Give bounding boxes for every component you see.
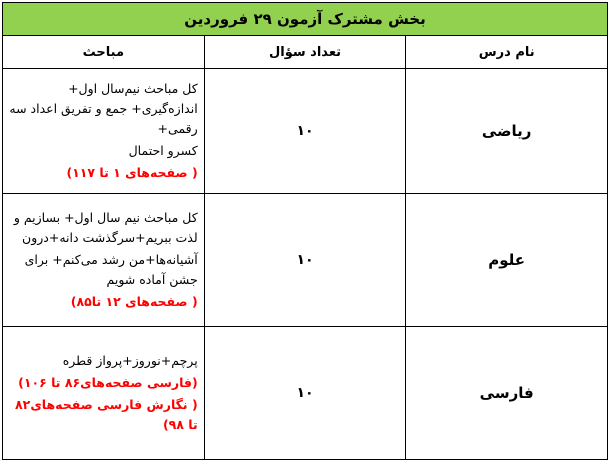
topics-line: کسرو احتمال [128, 143, 198, 158]
subject-cell: ریاضی [406, 69, 608, 194]
count-cell: ۱۰ [204, 194, 406, 327]
table-row [3, 327, 608, 460]
topics-line: کل مباحث نیم‌سال اول+ اندازه‌گیری+ جمع و تفریق اعداد سه رقمی+ [9, 81, 198, 136]
count-cell: ۱۰ [204, 327, 406, 460]
header-count: تعداد سؤال [204, 36, 406, 69]
header-row [3, 36, 608, 69]
page-range: ( نگارش فارسی صفحه‌های۸۲ تا ۹۸) [15, 397, 198, 432]
subject-cell: فارسی [406, 327, 608, 460]
table-title: بخش مشترک آزمون ۲۹ فروردین [3, 3, 608, 36]
header-subject: نام درس [406, 36, 608, 69]
page-range: ( صفحه‌های ۱۲ تا۸۵) [70, 294, 198, 309]
topics-line: کل مباحث نیم سال اول+ بسازیم و لذت ببریم+سرگذشت دانه+درون [13, 210, 198, 245]
topics-cell [3, 69, 205, 194]
topics-line: پرچم+نوروز+پرواز قطره [62, 353, 198, 368]
exam-table [2, 2, 608, 460]
page-range: (فارسی صفحه‌های۸۶ تا ۱۰۶) [18, 375, 198, 390]
subject-cell: علوم [406, 194, 608, 327]
topics-cell [3, 327, 205, 460]
exam-table-container [2, 2, 608, 431]
page-range: ( صفحه‌های ۱ تا ۱۱۷) [66, 165, 198, 180]
header-topics: مباحث [3, 36, 205, 69]
topics-cell [3, 194, 205, 327]
table-row [3, 194, 608, 327]
title-row [3, 3, 608, 36]
count-cell: ۱۰ [204, 69, 406, 194]
table-row [3, 69, 608, 194]
topics-line: آشیانه‌ها+من رشد می‌کنم+ برای جشن آماده شویم [24, 252, 198, 287]
